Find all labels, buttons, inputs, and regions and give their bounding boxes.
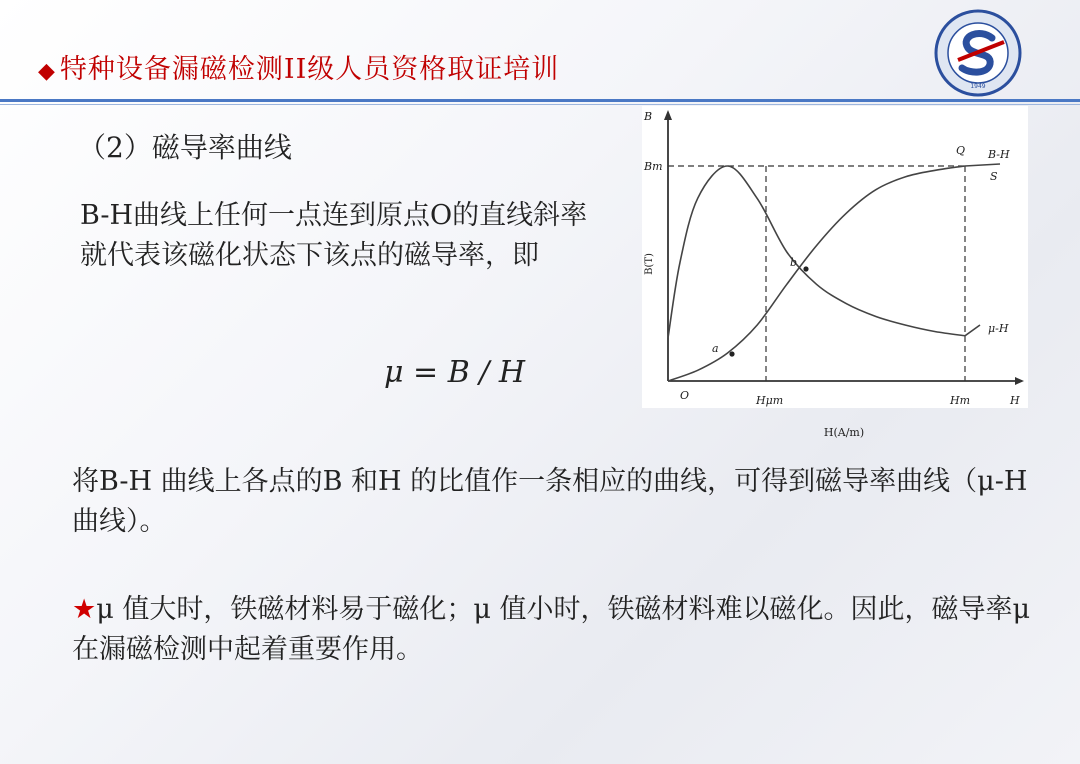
permeability-formula: μ = B / H <box>384 355 526 390</box>
h-mu-m-label: Hμm <box>756 394 784 407</box>
mu-h-curve-label: μ-H <box>988 322 1009 335</box>
x-axis-label: H(A/m) <box>823 426 865 439</box>
slide-title <box>38 47 559 86</box>
slide-title-text: 特种设备漏磁检测II级人员资格取证培训 <box>59 54 560 85</box>
origin-label: O <box>680 389 690 402</box>
importance-paragraph <box>72 590 1062 670</box>
x-axis-arrow <box>1015 377 1024 385</box>
university-logo <box>920 8 1036 98</box>
curve-paragraph: 将B-H 曲线上各点的B 和H 的比值作一条相应的曲线，可得到磁导率曲线（μ-H曲线）。 <box>72 466 1028 537</box>
svg-text:1949: 1949 <box>970 83 986 90</box>
q-label: Q <box>956 144 966 157</box>
hm-label: Hm <box>950 394 971 407</box>
bh-curve-label: B-H <box>988 148 1010 161</box>
x-axis-letter: H <box>1010 394 1020 407</box>
star-icon: ★ <box>72 594 97 625</box>
definition-paragraph: B-H曲线上任何一点连到原点O的直线斜率就代表该磁化状态下该点的磁导率，即 <box>80 200 588 271</box>
point-b-marker <box>803 266 808 271</box>
y-axis-letter: B <box>644 110 653 123</box>
point-a-marker <box>729 351 734 356</box>
mu-h-curve <box>668 166 980 338</box>
header-rule <box>0 99 1080 102</box>
bm-label: Bm <box>644 160 663 173</box>
point-a-label: a <box>712 342 719 355</box>
s-label: S <box>990 170 998 183</box>
diamond-icon: ◆ <box>38 59 56 84</box>
bh-mu-chart <box>640 104 1030 444</box>
y-axis-arrow <box>664 110 672 120</box>
section-subtitle: （2）磁导率曲线 <box>78 131 292 164</box>
importance-text: μ 值大时，铁磁材料易于磁化；μ 值小时，铁磁材料难以磁化。因此，磁导率μ 在漏磁检测中起着重要作用。 <box>72 594 1031 665</box>
y-axis-label: B(T) <box>644 253 655 275</box>
chart-svg <box>640 104 1030 444</box>
slide-header <box>0 0 1080 104</box>
point-b-label: b <box>790 256 798 269</box>
